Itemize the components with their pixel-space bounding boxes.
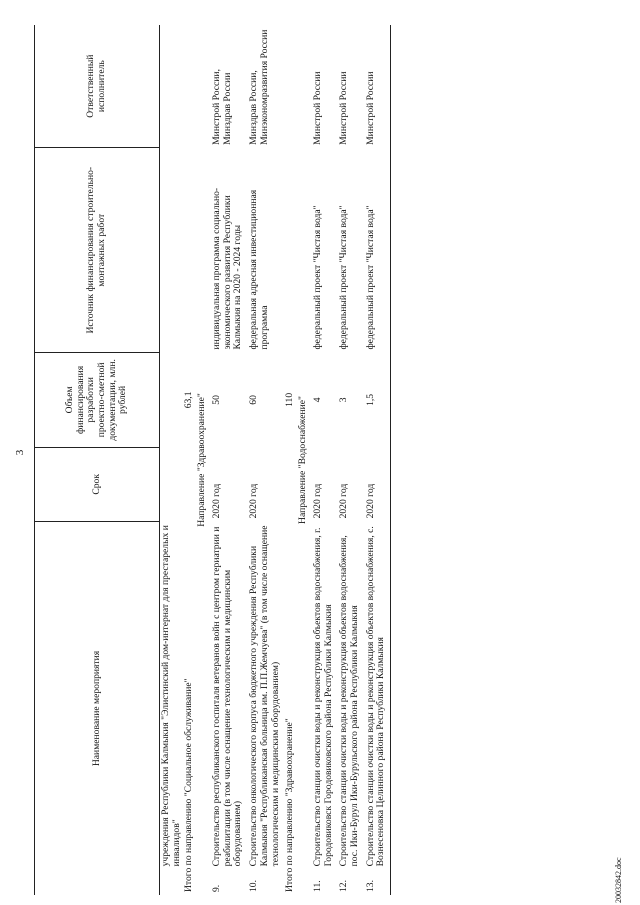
- row-term: 2020 год: [338, 483, 350, 519]
- row-term: 2020 год: [364, 447, 391, 521]
- row-source: индивидуальная программа социально-экономического развития Республики Калмыкия на 2020 - 2024 годы: [210, 187, 244, 350]
- header-source: Источник финансирования строительно-монтажных работ: [35, 148, 160, 353]
- row-term: 2020 год: [248, 483, 260, 519]
- header-volume: Объем финансирования разработки проектно-сметной документации, млн. рублей: [35, 353, 160, 448]
- table-row: [311, 25, 337, 895]
- row-source: федеральный проект "Чистая вода": [364, 148, 391, 353]
- header-responsible: Ответственный исполнитель: [35, 25, 160, 148]
- table-row: [210, 25, 247, 895]
- continuation-row: [160, 25, 184, 895]
- table-row: [364, 25, 391, 895]
- row-responsible: Минстрой России: [364, 25, 391, 148]
- row-responsible: Минстрой России: [311, 71, 323, 145]
- row-responsible: Минздрав России, Минэкономразвития России: [248, 29, 270, 145]
- row-name: Строительство онкологического корпуса бюджетного учреждения Республики Калмыкия "Республиканская больница им. П.П.Жемчуева" (в том числе оснащение технологическим и медицинским оборудованием): [248, 525, 281, 867]
- table-header-row: [35, 25, 160, 895]
- row-name: Строительство станции очистки воды и реконструкция объектов водоснабжения, г. Городовиковск Городовиковского района Республики Калмыкия: [311, 527, 334, 867]
- total-row-social: [183, 25, 197, 895]
- row-name: Строительство станции очистки воды и реконструкция объектов водоснабжения, пос. Ики-Бурул Ики-Бурульского района Республики Калмыкия: [338, 535, 361, 867]
- row-term: 2020 год: [210, 483, 222, 519]
- table-row: [247, 25, 284, 895]
- section-row-health: [197, 25, 210, 895]
- row-volume: 1,5: [364, 353, 391, 448]
- continuation-text: учреждения Республики Калмыкия "Элистинский дом-интернат для престарелых и инвалидов": [160, 525, 182, 867]
- section-row-water: [298, 25, 311, 895]
- row-volume: 60: [248, 395, 260, 405]
- row-number: 9.: [210, 884, 222, 892]
- total-row-health: [284, 25, 298, 895]
- row-source: федеральный проект "Чистая вода": [311, 205, 323, 350]
- row-volume: 4: [311, 397, 323, 403]
- row-volume: 3: [338, 397, 350, 403]
- header-term: Срок: [35, 447, 160, 521]
- total-social-value: 63,1: [183, 391, 195, 409]
- total-health-label: Итого по направлению "Здравоохранение": [284, 718, 296, 892]
- section-water-title: Направление "Водоснабжение": [297, 396, 309, 524]
- total-health-value: 110: [284, 392, 296, 407]
- row-number: 10.: [248, 880, 260, 892]
- table-row: [337, 25, 363, 895]
- row-name: Строительство республиканского госпиталя ветеранов войн с центром гериатрии и реабилитации (в том числе оснащение технологическим и медицинским оборудованием): [210, 526, 244, 867]
- row-responsible: Минстрой России: [338, 71, 350, 145]
- row-number: 12.: [338, 880, 350, 892]
- row-source: федеральная адресная инвестиционная программа: [248, 189, 270, 350]
- row-number: 11.: [311, 880, 323, 892]
- row-term: 2020 год: [311, 483, 323, 519]
- header-name: Наименование мероприятия: [35, 521, 160, 895]
- row-volume: 50: [210, 395, 222, 405]
- row-responsible: Минстрой России, Минздрав России: [210, 69, 233, 145]
- measures-table: [34, 25, 391, 895]
- row-source: федеральный проект "Чистая вода": [338, 205, 350, 350]
- row-number: 13.: [364, 869, 391, 895]
- section-health-title: Направление "Здравоохранение": [196, 393, 208, 527]
- row-name: Строительство станции очистки воды и реконструкция объектов водоснабжения, с. Вознесеновка Целинного района Республики Калмыкия: [364, 521, 391, 869]
- document-code: 20032842.doc: [614, 857, 623, 903]
- total-social-label: Итого по направлению "Социальное обслуживание": [183, 678, 195, 892]
- page-number: 3: [14, 449, 26, 456]
